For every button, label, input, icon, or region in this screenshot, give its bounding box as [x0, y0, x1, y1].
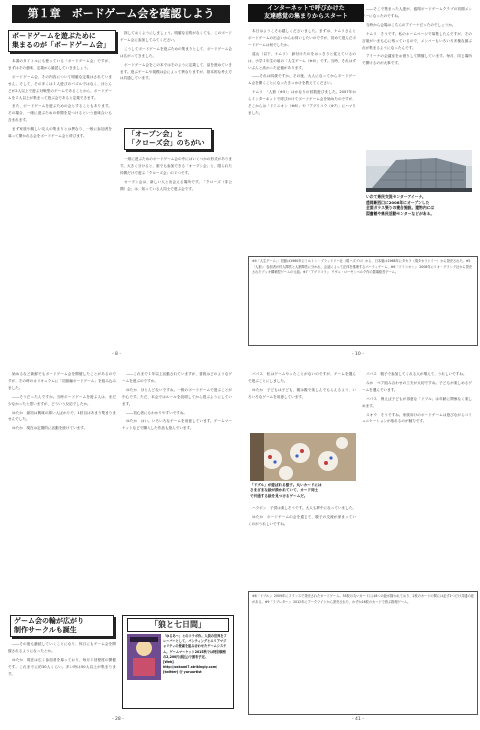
paragraph: 本書のタイトルにも使っている「ボードゲーム会」ですが、まずはその意味、定義から確認していきましょう。: [8, 59, 112, 70]
footnotes: ※4「人生ゲーム」：初版は1960年にミルトン・ブラッドリー社（現ハズブロ）から、日本版は1968年にタカラ（現タカラトミー）から発売された。※5「人狼」：参加者が村人陣営と人狼陣営に分かれ、会話によって正体を推理するパーティゲーム。※6「ドミニオン」：2008年にリオ・グランデ社から発売されたデッキ構築型ゲームの元祖。※7「アグリコラ」：ウヴェ・ローゼンベルク作の農場経営ゲーム。: [248, 256, 478, 346]
paragraph: 一緒に遊ぶためのボードゲーム会の中にはいくつかの形式があります。大きく分けると、誰でも参加できる「オープン会」と、限られた仲間だけで遊ぶ「クローズ会」の２つです。: [120, 157, 232, 175]
paragraph: ゆたか ボードゲームの会を通じて、親子の交流が深まっていくのがうれしいですね。: [248, 514, 356, 526]
page-10: [240, 0, 480, 365]
paragraph: ゆたか 現在は広く参加者を募っており、毎月１回程度の開催です。これまでに約30人くらい。多い時は50人以上が集まります。: [8, 657, 116, 676]
paragraph: スオウ そうですね。家族向けのボードゲームは遊びながらコミュニケーションが取れるのが魅力です。: [362, 412, 472, 424]
game-promo-box: [122, 615, 234, 709]
interview-column-2: [362, 371, 472, 585]
section-heading-open-close: 「オープン会」と 「クローズ会」のちがい: [124, 128, 212, 150]
interview-column-1: [8, 371, 116, 607]
interview-column-1b: [8, 641, 116, 713]
paragraph: ゆたか 最初は興味の薄い人ばかりで、1回目はあまり集まりませんでした。: [8, 410, 116, 422]
page-number: - 28 -: [112, 717, 124, 722]
paragraph: パパス 親子で参加してくれる人が増えて、うれしいですね。: [366, 372, 467, 376]
interview-column-2: [122, 371, 232, 607]
interview-column-1: [248, 371, 356, 429]
dobble-cards-image: [250, 433, 356, 481]
footnotes: ※8「ドブル」：2009年にフランスで発売されたカードゲーム。55枚の丸いカードには8つの絵が描かれており、2枚のカードの間には必ず1つだけ共通の絵がある。※9「ラブレター」：2012年にアークライトから発売された、わずか16枚のカードで遊ぶ推理ゲーム。: [248, 591, 478, 715]
article-column-1: [8, 58, 112, 348]
page-28: [0, 365, 240, 730]
article-column-2: [120, 30, 232, 120]
paragraph: ゆたか ほとんどないですね。一般のボードゲームで遊ぶことが中心です。ただ、本会ではルールを説明してから遊ぶようにしています。: [122, 387, 232, 406]
interview-column-1: [248, 28, 356, 250]
paragraph: 当時から会場はこちらのアイーナだったのでしょうか。: [366, 22, 456, 27]
paragraph: ――そうだったんですか。当時ボードゲームを遊ぶ人は、まだ少なかったと思いますが、どういう反応でしたか。: [8, 394, 116, 406]
page-number: - 41 -: [352, 717, 364, 722]
interview-column-2: [362, 6, 472, 148]
paragraph: ケムリ 「人狼（※5）」はかなりの回数遊びました。2007年からインターネットで呼びかけてボードゲーム会を始めたのですが、そこからは「ドミニオン（※6）」や「アグリコラ（※7）」にハマりました。: [248, 90, 356, 115]
chapter-title: 第１章 ボードゲーム会を確認しよう: [12, 5, 230, 23]
paragraph: また、ボードゲームを遊ぶための会とすることもあります。その場合、一緒に遊ぶための仲間を見つけるという意味合いも含まれます。: [8, 104, 112, 123]
page-41: [240, 365, 480, 730]
section-heading-circle: ゲーム会の輪が広がり 制作サークルも誕生: [10, 615, 114, 637]
section-heading-boardgame-meeting: ボードゲームを遊ぶために 集まるのが「ボードゲーム会」: [8, 30, 116, 52]
section-heading-internet: インターネットで呼びかけた 友達感覚の集まりからスタート: [248, 4, 364, 22]
aiina-building-image: [366, 150, 472, 192]
building-photo: [366, 150, 472, 192]
paragraph: ハラポン 子供は楽しそうです。大人も夢中になっていました。: [252, 506, 356, 510]
page-number: - 10 -: [352, 352, 364, 357]
paragraph: ゆたか 現在は定期的に活動を続けています。: [12, 426, 88, 431]
paragraph: ボードゲーム会をこの本ではそのように定義して、話を進めていきます。遊ぶゲームや規模は会によって異なりますが、基本的な考え方は共通しています。: [120, 62, 232, 81]
paragraph: ――これまで１年以上活動されていますが、普段はどのようなゲームを遊ぶのですか。: [122, 372, 232, 383]
paragraph: ゆたか 子どもは子ども、親は親で楽しんでもらえるよう、いろいろなゲームを用意しています。: [248, 387, 356, 399]
paragraph: ――それは四歳ですか。その後、大人になってからボードゲーム会を開くことになったきっかけを教えてください。: [248, 74, 356, 86]
paragraph: ケムリ そうです。私のホームページで募集したんですが、その言葉がいまも心に残っているので、メンバーもいろいろ多様な顔ぶれが集まるようになったんです。: [362, 31, 472, 50]
paragraph: 遠山（以下、ケムリ） 跡付けたのをはっきりと覚えているのは、小学１年生の頃の「人生ゲーム（※4）」です。当時、それはずいぶんと高かった記憶があります。: [248, 51, 356, 70]
paragraph: ボードゲーム会、その内容について明確な定義はされていません。そして、その多くは１人遊びのパズルではなく、ほとんどが2人以上で遊ぶ対戦型のゲームであることから、ボードゲームを２人以上が集まって遊ぶ会であると定義できます。: [8, 74, 112, 100]
dobble-caption: 「ドブル」が遊ばれる様子。丸いカードには さまざまな絵が描かれていて、カード同士 で共通する絵を見つけるゲームだ。: [250, 483, 322, 498]
paragraph: オープン会は、新しい人と出会える場所です。「クローズ（非公開）会」は、知っている人同士で遊ぶ会です。: [120, 179, 232, 191]
building-caption: いわて県民交流センターアイーナ。 盛岡駅西口に2006年にオープンした 全面ガラス張りの複合施設。建物内には 図書館や県民活動センターなどがある。: [366, 194, 435, 216]
paragraph: アイーナの会議室をお借りして開催しています。毎月、同じ場所で開けるのが大事です。: [362, 54, 472, 66]
paragraph: 探しておくようにしましょう。明確な目的がなくても、このボードゲーム会に参加してみてください。: [120, 31, 232, 42]
page-8: [0, 0, 240, 365]
article-column-2b: [120, 156, 232, 348]
paragraph: 始めるなど新鮮でもボードゲーム会を開催したことがあるのですが、その時のカリキュラムに「初級編ボードゲーム」を組み込みました。: [8, 372, 116, 390]
paragraph: 本日はようこそお越しくださいました。まずは、ケムリさんとボードゲームの出会いからお伺いしたいのですが、初めて遊んだボードゲームは何でしたか。: [248, 29, 356, 47]
paragraph: パパス 例えば子どもが得意な「ドブル」は年齢に関係なく楽しめます。: [362, 396, 472, 408]
paragraph: こうしてボードゲームを遊ぶための集まりとして、ボードゲーム会は広がってきました。: [120, 46, 232, 58]
promo-title: 「狼と七日間」: [127, 618, 229, 632]
paragraph: パパス 私はゲームやったことがないのですが、ゲームを選んで遊ぶことにしました。: [248, 372, 356, 383]
page-number: - 8 -: [112, 352, 121, 357]
dobble-photo: [250, 433, 356, 481]
promo-description: 「ゆるあ〜」とのコラボ作。人狼の世界をフレーバーとして、パンティングとエリアマジョリティの要素を組み合わせたゲームシステム。ゲームマーケット2015秋では特別価格の2,200円(税込)で頒布予定。 [Web] http://ookami7.strikingly.com/ [twitter] @ yuruartist: [163, 634, 227, 675]
paragraph: まず家族や親しい友人の集まりとは異なり、一般に参加者を募って開かれる会をボードゲーム会と呼びます。: [8, 127, 112, 139]
game-box-art: [127, 634, 161, 680]
paragraph: ――その後も継続していくことになり、休日にもゲーム会を開催されるようになったとか。: [8, 642, 116, 653]
paragraph: ――初心者にもわかりやすいですね。: [126, 410, 188, 415]
paragraph: みか ペア組み合わせの工夫が大切ですね。子どもが楽しめるゲームを選んでいます。: [362, 380, 472, 392]
paragraph: ゆたか はい。いろいろなゲームを用意しています。ゲームマーケットなどで購入した作品も遊んでいます。: [122, 419, 232, 431]
interview-column-1b: [248, 505, 356, 585]
paragraph: ――そこで集まった人達が、盛岡ボードゲームクラブの初期メンバーになったのですね。: [362, 7, 472, 18]
